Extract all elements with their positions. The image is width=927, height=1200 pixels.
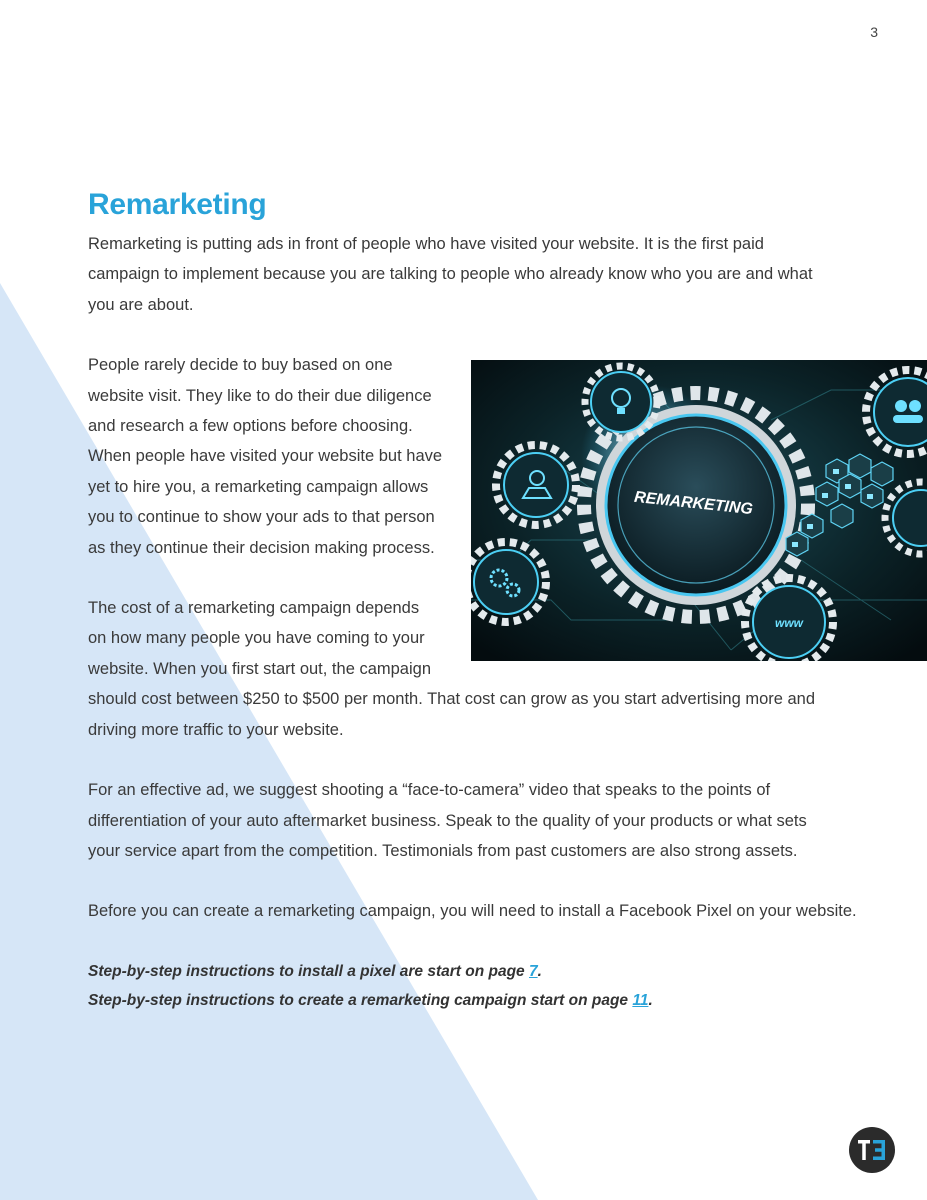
cost-paragraph-part2: should cost between $250 to $500 per month. That cost can grow as you start advertising more and driving more traffic to your website. <box>88 690 816 739</box>
page-11-link[interactable]: 11 <box>632 991 649 1009</box>
people-icon <box>866 370 927 454</box>
instruction-line-pixel: Step-by-step instructions to install a pixel are start on page 7. <box>88 962 542 980</box>
intro-paragraph: Remarketing is putting ads in front of people who have visited your website. It is the first paid campaign to implement because you are talking to people who already know who you are and what you are about. <box>88 235 813 314</box>
section-heading: Remarketing <box>88 188 267 221</box>
company-logo <box>849 1127 895 1173</box>
instruction-line-campaign: Step-by-step instructions to create a remarketing campaign start on page 11. <box>88 991 653 1009</box>
instruction-campaign-text: Step-by-step instructions to create a remarketing campaign start on page <box>88 991 633 1009</box>
remarketing-hero-image <box>471 360 927 661</box>
www-label: www <box>774 616 804 630</box>
instructions-block <box>88 957 868 1015</box>
page-number: 3 <box>870 24 878 40</box>
cost-paragraph-part1: The cost of a remarketing campaign depends on how many people you have coming to your website. When you first start out, the campaign <box>88 599 431 678</box>
buying-process-paragraph: People rarely decide to buy based on one website visit. They like to do their due diligence and research a few options before choosing. When people have visited your website but have yet to hire you, a remarketing campaign allows you to continue to show your ads to that person as they continue their decision making process. <box>88 356 443 557</box>
instruction-pixel-text: Step-by-step instructions to install a pixel are start on page <box>88 962 529 980</box>
effective-ad-paragraph: For an effective ad, we suggest shooting a “face-to-camera” video that speaks to the points of differentiation of your auto aftermarket business. Speak to the quality of your products or what sets your service apart from the competition. Testimonials from past customers are also strong assets. <box>88 781 807 860</box>
hero-label: REMARKETING <box>633 488 754 519</box>
gears-icon <box>471 542 546 622</box>
page-7-link[interactable]: 7 <box>528 962 538 980</box>
pixel-requirement-paragraph: Before you can create a remarketing campaign, you will need to install a Facebook Pixel on your website. <box>88 902 857 921</box>
